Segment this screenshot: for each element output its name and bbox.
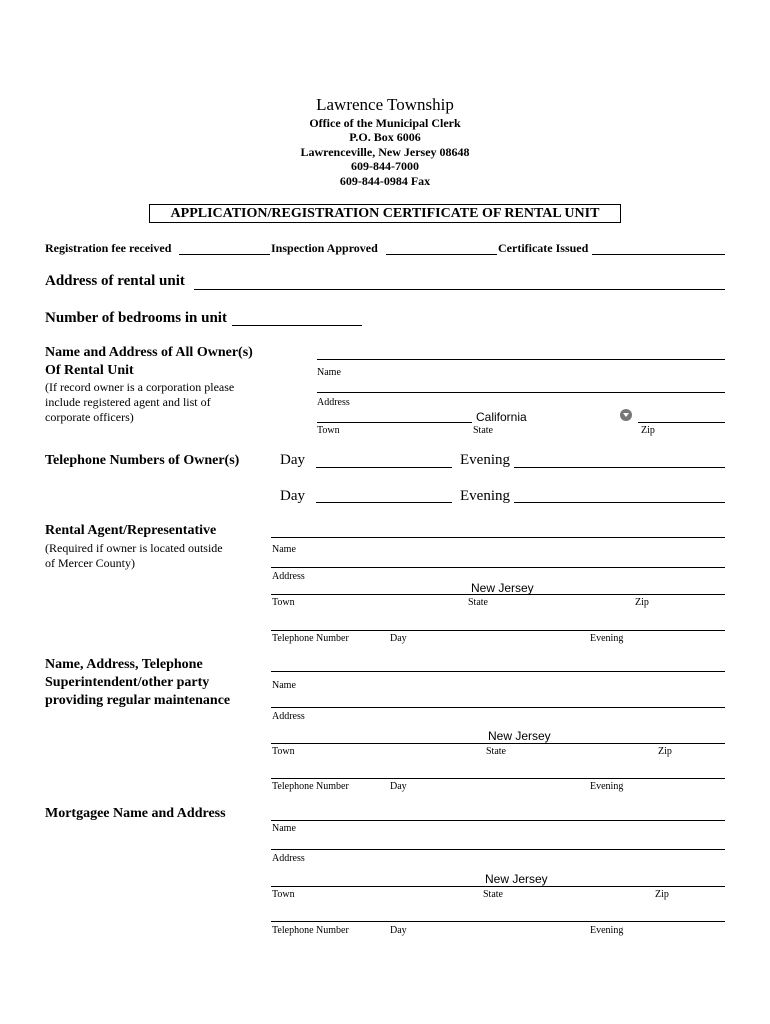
agent-state-field[interactable]: New Jersey xyxy=(471,581,534,595)
agent-title: Rental Agent/Representative xyxy=(45,523,217,538)
inspection-field[interactable] xyxy=(386,254,497,255)
certificate-field[interactable] xyxy=(592,254,725,255)
super-town-label: Town xyxy=(272,746,295,757)
owner-name-label: Name xyxy=(317,367,341,378)
owner-day-phone-1[interactable] xyxy=(316,467,452,468)
super-address-field[interactable] xyxy=(271,707,725,708)
owners-title-1: Name and Address of All Owner(s) xyxy=(45,345,253,360)
owner-evening-label-1: Evening xyxy=(460,452,510,468)
mortgagee-zip-label: Zip xyxy=(655,889,669,900)
super-day-label: Day xyxy=(390,781,407,792)
mortgagee-name-field[interactable] xyxy=(271,820,725,821)
office-name: Office of the Municipal Clerk xyxy=(309,116,461,130)
super-name-label: Name xyxy=(272,680,296,691)
agent-day-label: Day xyxy=(390,633,407,644)
owners-note-2: include registered agent and list of xyxy=(45,395,211,409)
registration-fee-label: Registration fee received xyxy=(45,241,172,255)
mortgagee-state-field[interactable]: New Jersey xyxy=(485,872,548,886)
owner-day-label-2: Day xyxy=(280,488,305,504)
super-zip-label: Zip xyxy=(658,746,672,757)
form-title: APPLICATION/REGISTRATION CERTIFICATE OF RENTAL UNIT xyxy=(149,204,621,223)
township-title: Lawrence Township xyxy=(316,95,454,114)
owner-evening-phone-2[interactable] xyxy=(514,502,725,503)
owner-zip-label: Zip xyxy=(641,425,655,436)
mortgagee-address-field[interactable] xyxy=(271,849,725,850)
agent-evening-label: Evening xyxy=(590,633,624,644)
agent-phone-line[interactable] xyxy=(271,630,725,631)
super-title-1: Name, Address, Telephone xyxy=(45,657,203,672)
po-box: P.O. Box 6006 xyxy=(349,130,421,144)
owner-zip-field[interactable] xyxy=(638,422,725,423)
agent-name-field[interactable] xyxy=(271,537,725,538)
phone-line: 609-844-7000 xyxy=(351,159,419,173)
agent-phone-label: Telephone Number xyxy=(272,633,349,644)
owner-town-field[interactable] xyxy=(317,422,472,423)
mortgagee-town-state-zip-line[interactable] xyxy=(271,886,725,887)
super-phone-label: Telephone Number xyxy=(272,781,349,792)
mortgagee-phone-label: Telephone Number xyxy=(272,925,349,936)
agent-address-label: Address xyxy=(272,571,305,582)
super-state-field[interactable]: New Jersey xyxy=(488,729,551,743)
mortgagee-day-label: Day xyxy=(390,925,407,936)
mortgagee-state-label: State xyxy=(483,889,503,900)
super-title-2: Superintendent/other party xyxy=(45,675,210,690)
owner-phones-title: Telephone Numbers of Owner(s) xyxy=(45,453,240,468)
owner-day-phone-2[interactable] xyxy=(316,502,452,503)
mortgagee-name-label: Name xyxy=(272,823,296,834)
mortgagee-title: Mortgagee Name and Address xyxy=(45,806,226,821)
agent-address-field[interactable] xyxy=(271,567,725,568)
chevron-down-circle-icon[interactable] xyxy=(620,409,632,421)
super-name-field[interactable] xyxy=(271,671,725,672)
owner-evening-label-2: Evening xyxy=(460,488,510,504)
owners-note-1: (If record owner is a corporation please xyxy=(45,380,235,394)
super-title-3: providing regular maintenance xyxy=(45,693,231,708)
rental-address-field[interactable] xyxy=(194,289,725,290)
super-evening-label: Evening xyxy=(590,781,624,792)
owner-evening-phone-1[interactable] xyxy=(514,467,725,468)
bedrooms-field[interactable] xyxy=(232,325,362,326)
certificate-label: Certificate Issued xyxy=(498,241,589,255)
agent-name-label: Name xyxy=(272,544,296,555)
owner-state-label: State xyxy=(473,425,493,436)
agent-town-label: Town xyxy=(272,597,295,608)
mortgagee-address-label: Address xyxy=(272,853,305,864)
owners-title-2: Of Rental Unit xyxy=(45,363,134,378)
agent-note-2: of Mercer County) xyxy=(45,556,135,570)
mortgagee-town-label: Town xyxy=(272,889,295,900)
registration-fee-field[interactable] xyxy=(179,254,270,255)
mortgagee-phone-line[interactable] xyxy=(271,921,725,922)
inspection-label: Inspection Approved xyxy=(271,241,378,255)
super-town-state-zip-line[interactable] xyxy=(271,743,725,744)
owner-day-label-1: Day xyxy=(280,452,305,468)
bedrooms-label: Number of bedrooms in unit xyxy=(45,310,227,326)
city-line: Lawrenceville, New Jersey 08648 xyxy=(300,145,470,159)
mortgagee-evening-label: Evening xyxy=(590,925,624,936)
agent-note-1: (Required if owner is located outside xyxy=(45,541,223,555)
owner-town-label: Town xyxy=(317,425,340,436)
super-address-label: Address xyxy=(272,711,305,722)
owners-note-3: corporate officers) xyxy=(45,410,134,424)
agent-town-state-zip-line[interactable] xyxy=(271,594,725,595)
fax-line: 609-844-0984 Fax xyxy=(339,174,431,188)
super-state-label: State xyxy=(486,746,506,757)
agent-state-label: State xyxy=(468,597,488,608)
agent-zip-label: Zip xyxy=(635,597,649,608)
owner-address-label: Address xyxy=(317,397,350,408)
super-phone-line[interactable] xyxy=(271,778,725,779)
rental-address-label: Address of rental unit xyxy=(45,273,185,289)
owner-address-field[interactable] xyxy=(317,392,725,393)
owner-name-field[interactable] xyxy=(317,359,725,360)
owner-state-select[interactable]: California xyxy=(476,410,527,424)
